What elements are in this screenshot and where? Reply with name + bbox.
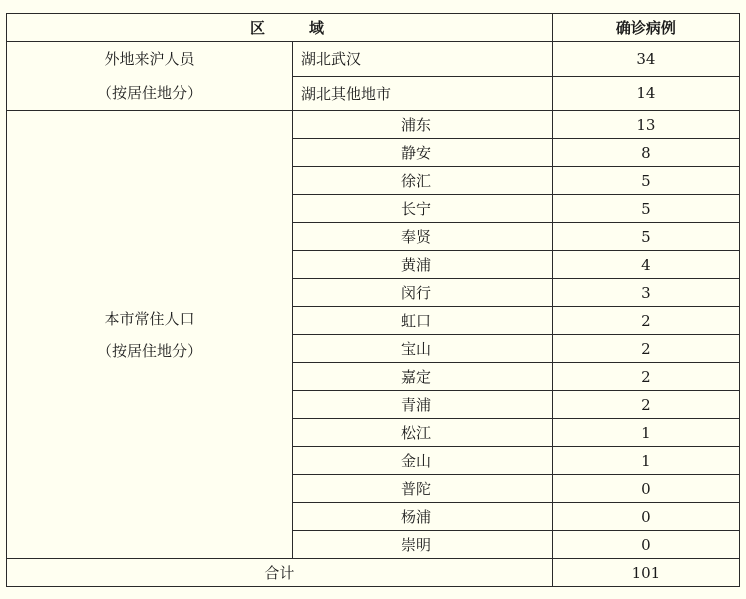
region-header-part2: 域 xyxy=(309,19,325,37)
region-name: 湖北其他地市 xyxy=(292,76,552,111)
district-name: 浦东 xyxy=(292,111,552,139)
case-count: 0 xyxy=(552,475,739,503)
district-name: 普陀 xyxy=(292,475,552,503)
case-count: 4 xyxy=(552,251,739,279)
district-name: 奉贤 xyxy=(292,223,552,251)
case-count: 34 xyxy=(552,42,739,77)
district-name: 金山 xyxy=(292,447,552,475)
case-count: 8 xyxy=(552,139,739,167)
local-label-line2: （按居住地分） xyxy=(96,341,202,360)
header-row xyxy=(7,14,740,42)
total-label: 合计 xyxy=(7,559,553,587)
case-count: 5 xyxy=(552,167,739,195)
district-name: 虹口 xyxy=(292,307,552,335)
case-count: 3 xyxy=(552,279,739,307)
total-row xyxy=(7,559,740,587)
cases-header: 确诊病例 xyxy=(552,14,739,42)
case-count: 1 xyxy=(552,419,739,447)
region-header xyxy=(7,14,553,42)
case-count: 5 xyxy=(552,195,739,223)
case-count: 2 xyxy=(552,391,739,419)
district-name: 松江 xyxy=(292,419,552,447)
district-name: 静安 xyxy=(292,139,552,167)
case-count: 2 xyxy=(552,335,739,363)
outside-label-line1: 外地来沪人员 xyxy=(104,50,195,68)
outside-group-label xyxy=(7,42,293,111)
case-count: 0 xyxy=(552,531,739,559)
case-count: 2 xyxy=(552,363,739,391)
district-name: 崇明 xyxy=(292,531,552,559)
district-name: 杨浦 xyxy=(292,503,552,531)
outside-label-line2: （按居住地分） xyxy=(96,84,202,102)
table-row xyxy=(7,111,740,139)
case-count: 5 xyxy=(552,223,739,251)
district-name: 嘉定 xyxy=(292,363,552,391)
case-count: 1 xyxy=(552,447,739,475)
case-count: 0 xyxy=(552,503,739,531)
district-name: 闵行 xyxy=(292,279,552,307)
local-group-label xyxy=(7,111,293,559)
district-name: 黄浦 xyxy=(292,251,552,279)
district-name: 青浦 xyxy=(292,391,552,419)
case-count: 14 xyxy=(552,76,739,111)
region-name: 湖北武汉 xyxy=(292,42,552,77)
district-name: 徐汇 xyxy=(292,167,552,195)
district-name: 长宁 xyxy=(292,195,552,223)
district-name: 宝山 xyxy=(292,335,552,363)
cases-table xyxy=(6,13,740,587)
region-header-part1: 区 xyxy=(250,19,266,37)
case-count: 2 xyxy=(552,307,739,335)
table-row xyxy=(7,42,740,77)
local-label-line1: 本市常住人口 xyxy=(104,309,195,328)
total-count: 101 xyxy=(552,559,739,587)
case-count: 13 xyxy=(552,111,739,139)
